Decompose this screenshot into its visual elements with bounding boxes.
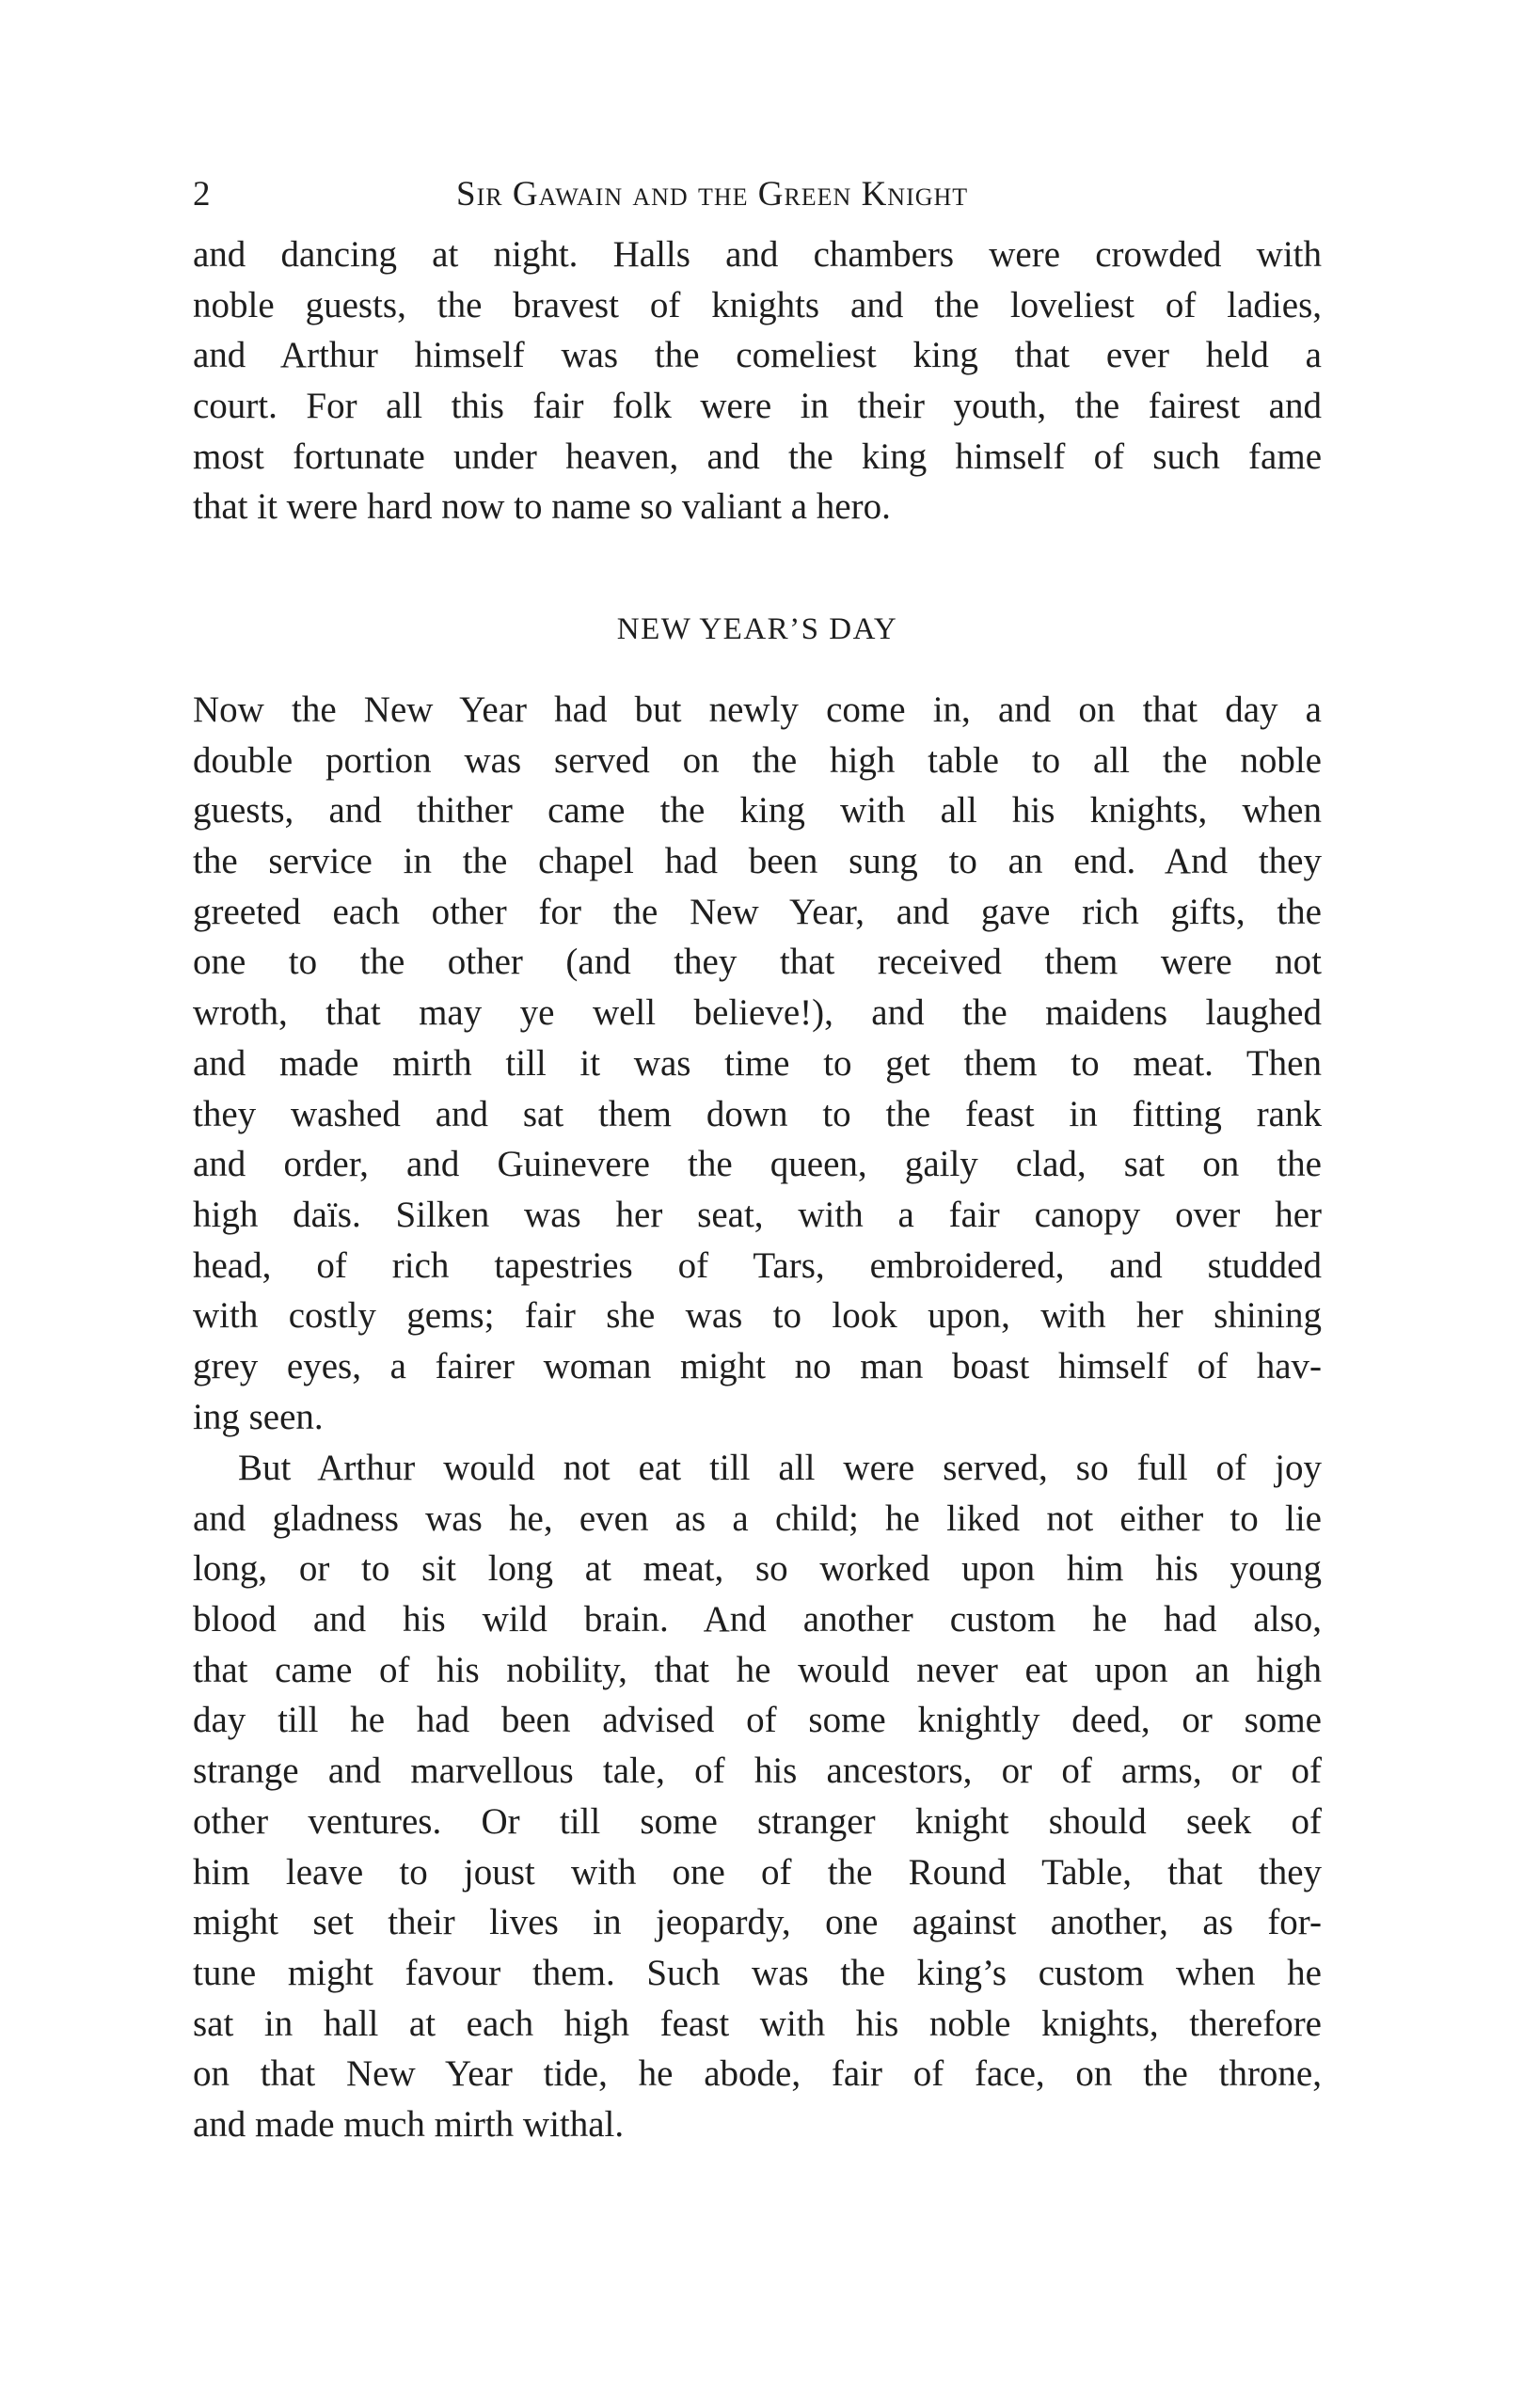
text-line: high daïs. Silken was her seat, with a fair canopy over her	[193, 1194, 1322, 1235]
text-line: double portion was served on the high table to all the noble	[193, 739, 1322, 781]
text-line: Now the New Year had but newly come in, and on that day a	[193, 689, 1322, 730]
text-line: noble guests, the bravest of knights and the loveliest of ladies,	[193, 284, 1322, 325]
text-line: long, or to sit long at meat, so worked upon him his young	[193, 1548, 1322, 1590]
paragraph-continued	[193, 230, 1322, 532]
text-line: day till he had been advised of some knightly deed, or some	[193, 1700, 1322, 1741]
text-line: on that New Year tide, he abode, fair of face, on the throne,	[193, 2053, 1322, 2095]
text-line: greeted each other for the New Year, and gave rich gifts, the	[193, 891, 1322, 932]
running-head	[193, 171, 1322, 218]
text-line: and order, and Guinevere the queen, gaily clad, sat on the	[193, 1144, 1322, 1185]
text-line: the service in the chapel had been sung to an end. And they	[193, 841, 1322, 882]
paragraph-arthur-custom	[193, 1443, 1322, 2150]
text-line: head, of rich tapestries of Tars, embroidered, and studded	[193, 1244, 1322, 1286]
text-line: most fortunate under heaven, and the king himself of such fame	[193, 436, 1322, 477]
text-line: might set their lives in jeopardy, one against another, as for-	[193, 1902, 1322, 1943]
text-line: and made mirth till it was time to get them to meat. Then	[193, 1042, 1322, 1084]
text-line: court. For all this fair folk were in their youth, the fairest and	[193, 386, 1322, 427]
section-heading: NEW YEAR’S DAY	[616, 612, 898, 646]
text-line: and dancing at night. Halls and chambers were crowded with	[193, 234, 1322, 275]
text-line: But Arthur would not eat till all were served, so full of joy	[238, 1448, 1322, 1488]
text-line: and Arthur himself was the comeliest king that ever held a	[193, 335, 1322, 376]
text-line: grey eyes, a fairer woman might no man boast himself of hav-	[193, 1345, 1322, 1386]
text-line: tune might favour them. Such was the king’s custom when he	[193, 1952, 1322, 1993]
running-title: Sir Gawain and the Green Knight	[456, 175, 969, 214]
text-line: that it were hard now to name so valiant a hero.	[193, 486, 891, 528]
text-line: sat in hall at each high feast with his noble knights, therefore	[193, 2003, 1322, 2044]
text-line: ing seen.	[193, 1396, 324, 1437]
paragraph-new-year	[193, 685, 1322, 1442]
text-line: guests, and thither came the king with all his knights, when	[193, 790, 1322, 832]
page-number: 2	[193, 175, 211, 214]
text-line: and made much mirth withal.	[193, 2103, 625, 2145]
text-line: they washed and sat them down to the feast in fitting rank	[193, 1093, 1322, 1134]
text-line: one to the other (and they that received them were not	[193, 942, 1322, 983]
text-line: wroth, that may ye well believe!), and the maidens laughed	[193, 992, 1322, 1034]
text-line: blood and his wild brain. And another custom he had also,	[193, 1599, 1322, 1640]
text-line: other ventures. Or till some stranger knight should seek of	[193, 1800, 1322, 1842]
text-line: that came of his nobility, that he would never eat upon an high	[193, 1649, 1322, 1690]
text-line: him leave to joust with one of the Round Table, that they	[193, 1851, 1322, 1893]
text-line: and gladness was he, even as a child; he liked not either to lie	[193, 1497, 1322, 1539]
text-line: strange and marvellous tale, of his ancestors, or of arms, or of	[193, 1751, 1322, 1792]
text-line: with costly gems; fair she was to look upon, with her shining	[193, 1295, 1322, 1337]
